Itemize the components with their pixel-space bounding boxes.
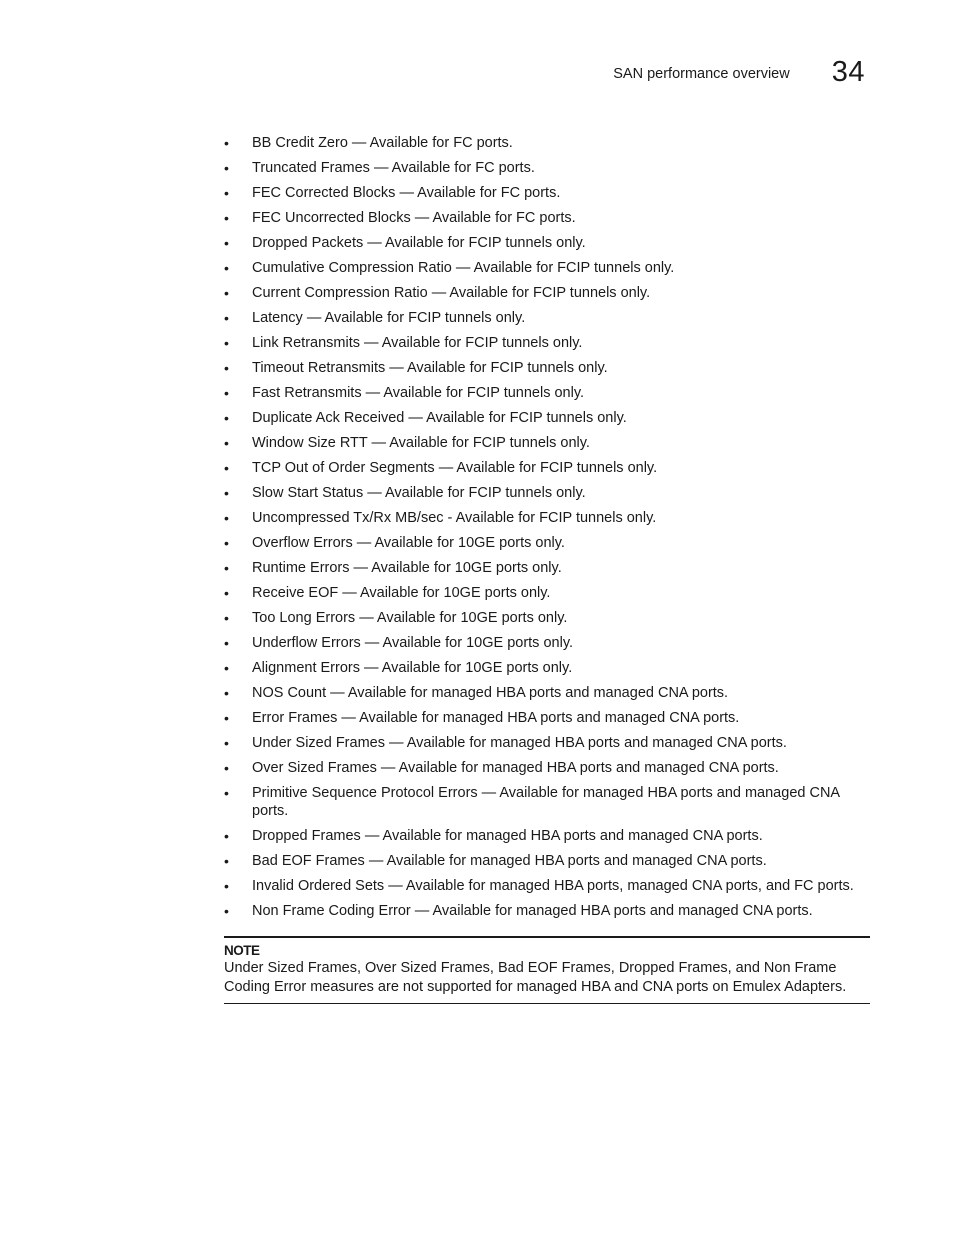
bullet-icon: • [224, 135, 229, 151]
bullet-icon: • [224, 410, 229, 426]
list-item-text: Window Size RTT — Available for FCIP tunnels only. [252, 435, 590, 451]
list-item-text: Error Frames — Available for managed HBA ports and managed CNA ports. [252, 710, 740, 726]
measures-list [224, 134, 870, 927]
list-item [224, 184, 870, 202]
list-item-text: Invalid Ordered Sets — Available for managed HBA ports, managed CNA ports, and FC ports. [252, 878, 854, 894]
list-item [224, 609, 870, 627]
list-item [224, 134, 870, 152]
list-item-text: Current Compression Ratio — Available for FCIP tunnels only. [252, 285, 651, 301]
bullet-icon: • [224, 828, 229, 844]
bullet-icon: • [224, 853, 229, 869]
list-item-text: Receive EOF — Available for 10GE ports only. [252, 585, 551, 601]
list-item [224, 259, 870, 277]
list-item [224, 509, 870, 527]
page-header [613, 56, 865, 89]
bullet-icon: • [224, 785, 229, 801]
list-item-text: Overflow Errors — Available for 10GE ports only. [252, 535, 565, 551]
list-item-text: Timeout Retransmits — Available for FCIP tunnels only. [252, 360, 608, 376]
bullet-icon: • [224, 710, 229, 726]
list-item [224, 584, 870, 602]
list-item-text: Over Sized Frames — Available for managed HBA ports and managed CNA ports. [252, 760, 779, 776]
list-item-text: Cumulative Compression Ratio — Available for FCIP tunnels only. [252, 260, 675, 276]
list-item [224, 852, 870, 870]
list-item-text: BB Credit Zero — Available for FC ports. [252, 135, 513, 151]
list-item [224, 559, 870, 577]
list-item-text: NOS Count — Available for managed HBA ports and managed CNA ports. [252, 685, 729, 701]
list-item-text: Link Retransmits — Available for FCIP tunnels only. [252, 335, 583, 351]
note-text: Under Sized Frames, Over Sized Frames, Bad EOF Frames, Dropped Frames, and Non Frame Coding Error measures are not supported for managed HBA and CNA ports on Emulex Adapters. [224, 960, 847, 995]
bullet-icon: • [224, 585, 229, 601]
bullet-icon: • [224, 510, 229, 526]
list-item-text: Under Sized Frames — Available for managed HBA ports and managed CNA ports. [252, 735, 787, 751]
bullet-icon: • [224, 260, 229, 276]
bullet-icon: • [224, 310, 229, 326]
bullet-icon: • [224, 635, 229, 651]
list-item [224, 384, 870, 402]
bullet-icon: • [224, 535, 229, 551]
list-item [224, 902, 870, 920]
list-item [224, 459, 870, 477]
list-item [224, 434, 870, 452]
list-item [224, 409, 870, 427]
note-label: NOTE [224, 943, 260, 958]
list-item-text: Latency — Available for FCIP tunnels only. [252, 310, 526, 326]
bullet-icon: • [224, 660, 229, 676]
list-item [224, 709, 870, 727]
bullet-icon: • [224, 360, 229, 376]
bullet-icon: • [224, 460, 229, 476]
bullet-icon: • [224, 335, 229, 351]
list-item [224, 759, 870, 777]
chapter-number: 34 [831, 56, 865, 88]
section-title: SAN performance overview [613, 66, 790, 82]
bullet-icon: • [224, 760, 229, 776]
list-item-text: Dropped Frames — Available for managed HBA ports and managed CNA ports. [252, 828, 763, 844]
bullet-icon: • [224, 685, 229, 701]
list-item [224, 877, 870, 895]
bullet-icon: • [224, 903, 229, 919]
list-item [224, 784, 870, 820]
bullet-icon: • [224, 878, 229, 894]
list-item [224, 359, 870, 377]
list-item-text: Fast Retransmits — Available for FCIP tunnels only. [252, 385, 585, 401]
list-item [224, 209, 870, 227]
bullet-icon: • [224, 185, 229, 201]
bullet-icon: • [224, 485, 229, 501]
bullet-icon: • [224, 610, 229, 626]
list-item-text: TCP Out of Order Segments — Available for FCIP tunnels only. [252, 460, 658, 476]
list-item-text: Truncated Frames — Available for FC ports. [252, 160, 535, 176]
list-item [224, 334, 870, 352]
bullet-icon: • [224, 385, 229, 401]
list-item-text: Uncompressed Tx/Rx MB/sec - Available for FCIP tunnels only. [252, 510, 657, 526]
list-item [224, 484, 870, 502]
list-item-text: Alignment Errors — Available for 10GE ports only. [252, 660, 573, 676]
list-item [224, 159, 870, 177]
bullet-icon: • [224, 160, 229, 176]
list-item [224, 284, 870, 302]
bullet-icon: • [224, 285, 229, 301]
list-item-text: Too Long Errors — Available for 10GE ports only. [252, 610, 568, 626]
list-item [224, 634, 870, 652]
list-item-text: Duplicate Ack Received — Available for FCIP tunnels only. [252, 410, 627, 426]
list-item [224, 309, 870, 327]
bullet-icon: • [224, 210, 229, 226]
note-box [224, 936, 870, 1004]
list-item-text: Non Frame Coding Error — Available for managed HBA ports and managed CNA ports. [252, 903, 813, 919]
list-item [224, 827, 870, 845]
list-item-text: Bad EOF Frames — Available for managed HBA ports and managed CNA ports. [252, 853, 767, 869]
list-item-text: Underflow Errors — Available for 10GE ports only. [252, 635, 574, 651]
bullet-icon: • [224, 235, 229, 251]
list-item-text: Primitive Sequence Protocol Errors — Available for managed HBA ports and managed CNA ports. [252, 785, 840, 819]
list-item [224, 659, 870, 677]
list-item-text: FEC Uncorrected Blocks — Available for FC ports. [252, 210, 576, 226]
list-item-text: Runtime Errors — Available for 10GE ports only. [252, 560, 562, 576]
list-item [224, 534, 870, 552]
list-item-text: Dropped Packets — Available for FCIP tunnels only. [252, 235, 586, 251]
bullet-icon: • [224, 560, 229, 576]
list-item [224, 734, 870, 752]
bullet-icon: • [224, 735, 229, 751]
list-item [224, 684, 870, 702]
list-item [224, 234, 870, 252]
list-item-text: Slow Start Status — Available for FCIP tunnels only. [252, 485, 586, 501]
bullet-icon: • [224, 435, 229, 451]
list-item-text: FEC Corrected Blocks — Available for FC ports. [252, 185, 561, 201]
